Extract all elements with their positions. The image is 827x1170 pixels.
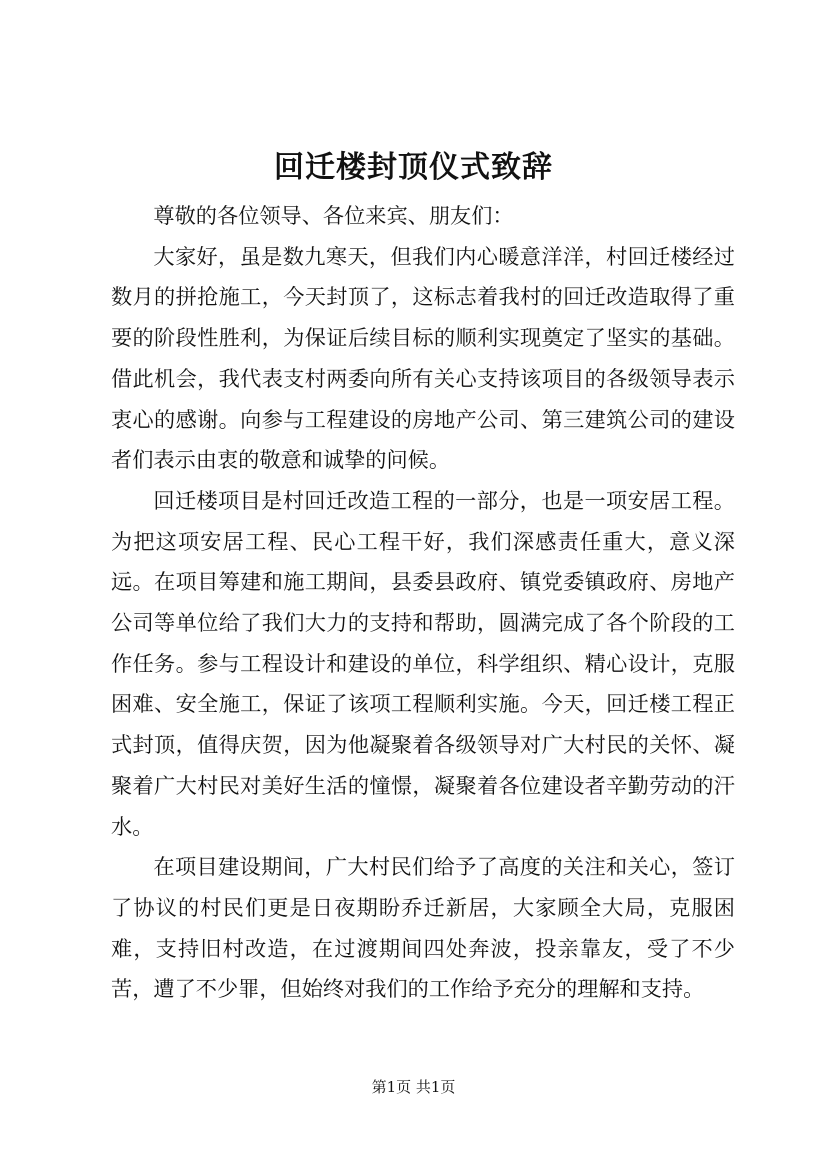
document-body (111, 196, 735, 1010)
document-title: 回迁楼封顶仪式致辞 (274, 150, 553, 185)
paragraph: 回迁楼项目是村回迁改造工程的一部分，也是一项安居工程。为把这项安居工程、民心工程干好，我们深感责任重大，意义深远。在项目筹建和施工期间，县委县政府、镇党委镇政府、房地产公司等单位给了我们大力的支持和帮助，圆满完成了各个阶段的工作任务。参与工程设计和建设的单位，科学组织、精心设计，克服困难、安全施工，保证了该项工程顺利实施。今天，回迁楼工程正式封顶，值得庆贺，因为他凝聚着各级领导对广大村民的关怀、凝聚着广大村民对美好生活的憧憬，凝聚着各位建设者辛勤劳动的汗水。 (111, 487, 735, 839)
page-footer: 第1页 共1页 (371, 1078, 456, 1096)
salutation: 尊敬的各位领导、各位来宾、朋友们： (153, 203, 514, 228)
paragraph: 大家好，虽是数九寒天，但我们内心暖意洋洋，村回迁楼经过数月的拼抢施工，今天封顶了，这标志着我村的回迁改造取得了重要的阶段性胜利，为保证后续目标的顺利实现奠定了坚实的基础。借此机会，我代表支村两委向所有关心支持该项目的各级领导表示衷心的感谢。向参与工程建设的房地产公司、第三建筑公司的建设者们表示由衷的敬意和诚挚的问候。 (111, 243, 735, 473)
paragraph: 在项目建设期间，广大村民们给予了高度的关注和关心，签订了协议的村民们更是日夜期盼乔迁新居，大家顾全大局，克服困难，支持旧村改造，在过渡期间四处奔波，投亲靠友，受了不少苦，遭了不少罪，但始终对我们的工作给予充分的理解和支持。 (111, 854, 735, 1002)
